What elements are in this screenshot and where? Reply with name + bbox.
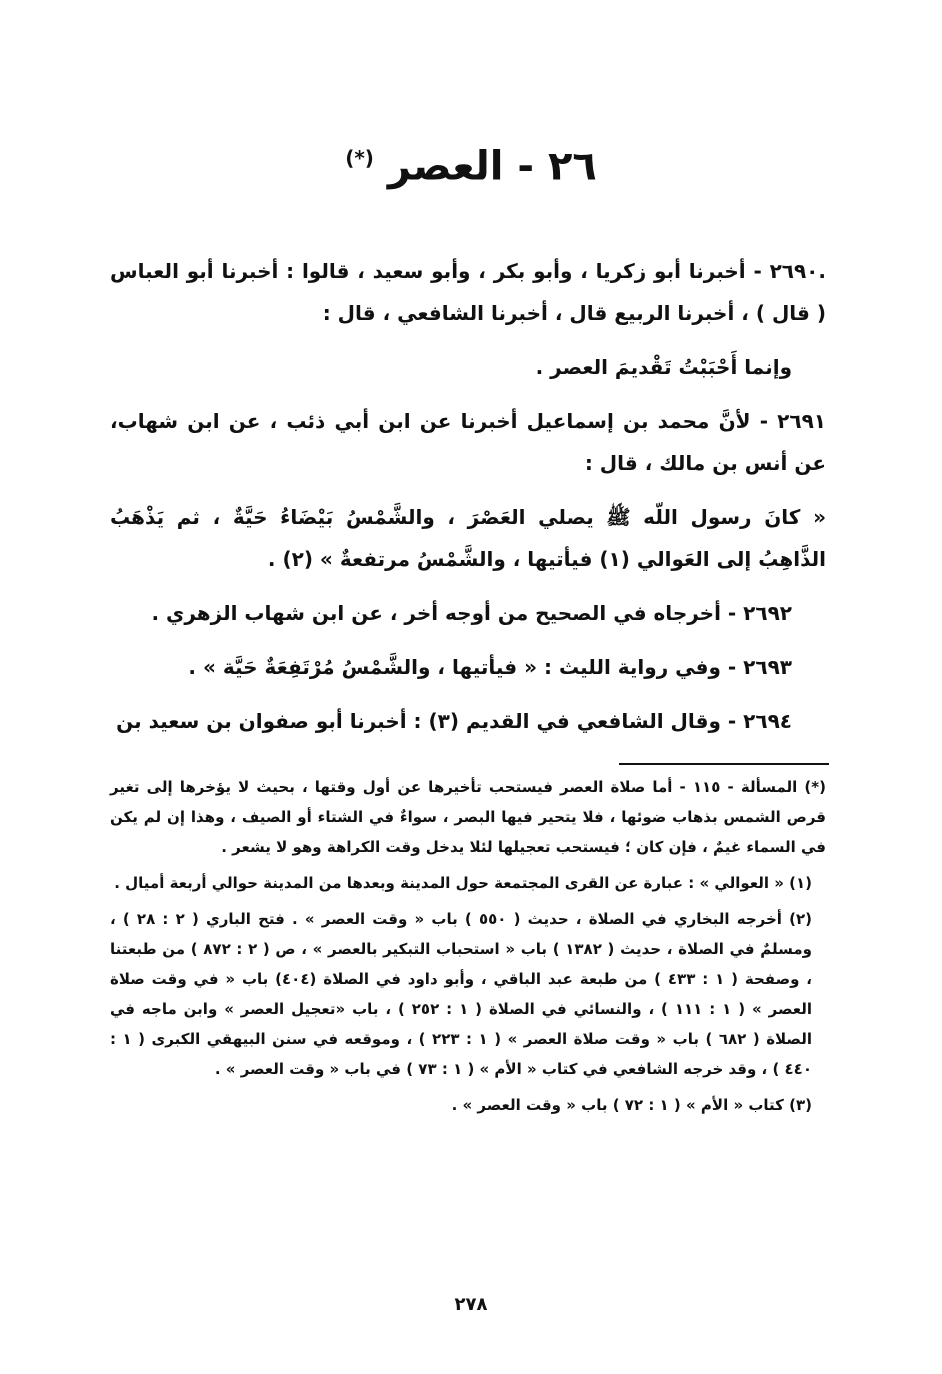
paragraph-2693: ٢٦٩٣ - وفي رواية الليث : « فيأتيها ، والشَّمْسُ مُرْتَفِعَةٌ حَيَّة » . [188,655,792,679]
chapter-title: ٢٦ - العصر [387,143,597,190]
footnote-2: (٢) أخرجه البخاري في الصلاة ، حديث ( ٥٥٠ ) باب « وقت العصر » . فتح الباري ( ٢ : ٢٨ ) ، ومسلمٌ في الصلاة ، حديث ( ١٣٨٢ ) باب « استحباب التبكير بالعصر » ، ص ( ٢ : ٨٧٢ ) من طبعتنا ، وصفحة ( ١ : ٤٣٣ ) من طبعة عبد الباقي ، وأبو داود في الصلاة (٤٠٤) باب « في وقت صلاة العصر » ( ١ : ١١١ ) ، والنسائي في الصلاة ( ١ : ٢٥٢ ) ، باب «تعجيل العصر » وابن ماجه في الصلاة ( ٦٨٢ ) باب « وقت صلاة العصر » ( ١ : ٢٢٣ ) ، وموقعه في سنن البيهقي الكبرى ( ١ : ٤٤٠ ) ، وقد خرجه الشافعي في كتاب « الأم » ( ١ : ٧٣ ) في باب « وقت العصر » . [110,910,812,1078]
paragraph-2690: .٢٦٩٠ - أخبرنا أبو زكريا ، وأبو بكر ، وأبو سعيد ، قالوا : أخبرنا أبو العباس ( قال ) ، أخبرنا الربيع قال ، أخبرنا الشافعي ، قال : [110,259,826,325]
footnote-1: (١) « العوالي » : عبارة عن القرى المجتمعة حول المدينة وبعدها من المدينة حوالي أربعة أميال . [114,874,812,892]
chapter-footnote-mark: (*) [345,146,374,170]
footnote-masala: (*) المسألة - ١١٥ - أما صلاة العصر فيستحب تأخيرها عن أول وقتها ، بحيث لا يؤخرها إلى تغير قرص الشمس بذهاب ضوئها ، فلا يتحير فيها البصر ، سواءٌ في الشتاء أو الصيف ، وهذا إن لم يكن في السماء غيمٌ ، فإن كان ؛ فيستحب تعجيلها لئلا يدخل وقت الكراهة وهو لا يشعر . [110,778,826,856]
paragraph-hadith: « كانَ رسول اللّه ﷺ يصلي العَصْرَ ، والشَّمْسُ بَيْضَاءُ حَيَّةٌ ، ثم يَذْهَبُ الذَّاهِبُ إلى العَوالي (١) فيأتيها ، والشَّمْسُ مرتفعةٌ » (٢) . [110,505,826,571]
paragraph-2694: ٢٦٩٤ - وقال الشافعي في القديم (٣) : أخبرنا أبو صفوان بن سعيد بن [116,709,792,733]
footnotes [110,772,826,1126]
main-text [110,250,826,754]
page-number: ٢٧٨ [454,1294,488,1315]
paragraph-2691: ٢٦٩١ - لأنَّ محمد بن إسماعيل أخبرنا عن ابن أبي ذئب ، عن ابن شهاب، عن أنس بن مالك ، قال : [110,409,826,475]
paragraph-2692: ٢٦٩٢ - أخرجاه في الصحيح من أوجه أخر ، عن ابن شهاب الزهري . [151,601,792,625]
chapter-heading [0,128,942,196]
footnote-3: (٣) كتاب « الأم » ( ١ : ٧٢ ) باب « وقت العصر » . [451,1096,812,1114]
paragraph-quote-shafii: وإنما أَحْبَبْتُ تَقْديمَ العصر . [535,355,792,379]
footnote-separator [619,763,829,765]
